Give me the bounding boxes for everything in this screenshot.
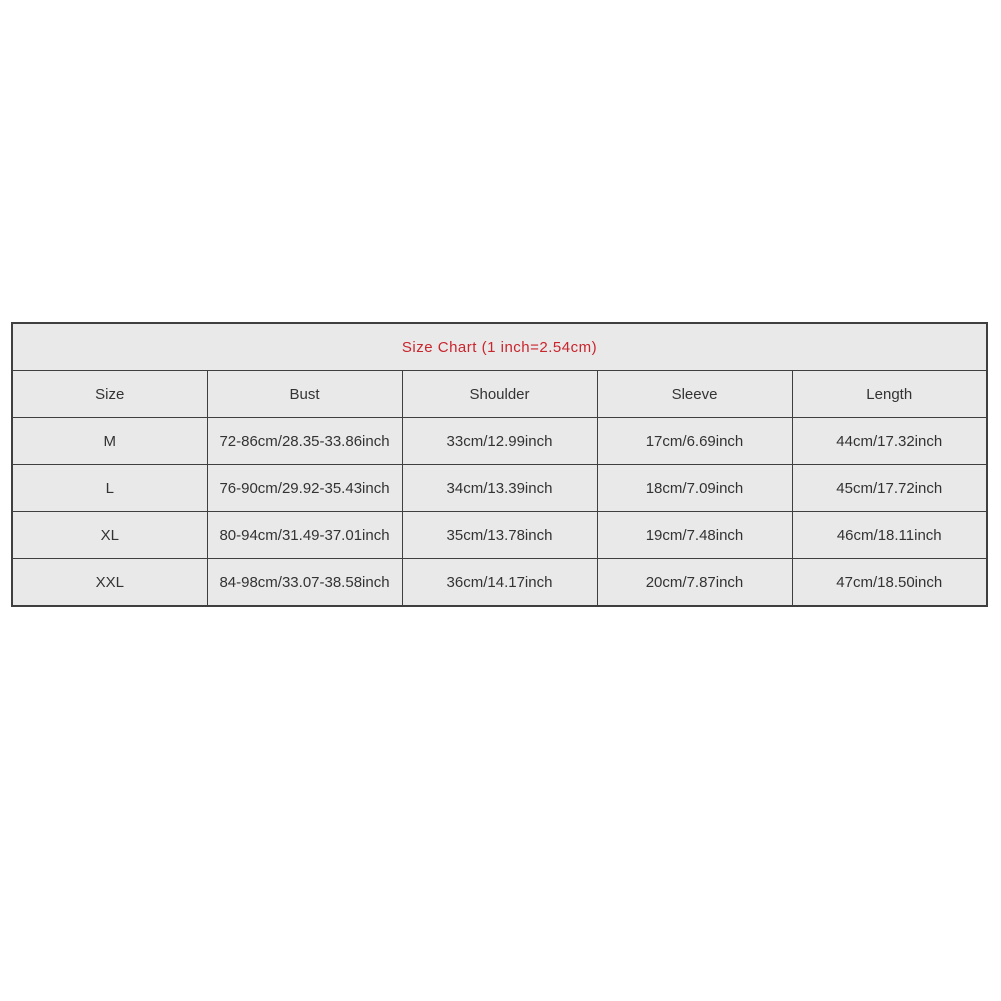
cell-shoulder-xl: 35cm/13.78inch [402, 512, 597, 559]
table-row [12, 465, 987, 512]
cell-sleeve-l: 18cm/7.09inch [597, 465, 792, 512]
cell-shoulder-l: 34cm/13.39inch [402, 465, 597, 512]
cell-length-xl: 46cm/18.11inch [792, 512, 987, 559]
cell-length-xxl: 47cm/18.50inch [792, 559, 987, 607]
col-header-size: Size [12, 371, 207, 418]
header-row [12, 371, 987, 418]
cell-bust-l: 76-90cm/29.92-35.43inch [207, 465, 402, 512]
cell-sleeve-xxl: 20cm/7.87inch [597, 559, 792, 607]
cell-shoulder-m: 33cm/12.99inch [402, 418, 597, 465]
table-row [12, 559, 987, 607]
cell-shoulder-xxl: 36cm/14.17inch [402, 559, 597, 607]
col-header-length: Length [792, 371, 987, 418]
cell-sleeve-m: 17cm/6.69inch [597, 418, 792, 465]
cell-length-l: 45cm/17.72inch [792, 465, 987, 512]
table-row [12, 512, 987, 559]
cell-bust-m: 72-86cm/28.35-33.86inch [207, 418, 402, 465]
size-chart-title: Size Chart (1 inch=2.54cm) [12, 323, 987, 371]
title-row [12, 323, 987, 371]
cell-size-m: M [12, 418, 207, 465]
cell-sleeve-xl: 19cm/7.48inch [597, 512, 792, 559]
size-chart-table [11, 322, 988, 607]
col-header-bust: Bust [207, 371, 402, 418]
table-row [12, 418, 987, 465]
col-header-sleeve: Sleeve [597, 371, 792, 418]
cell-bust-xl: 80-94cm/31.49-37.01inch [207, 512, 402, 559]
cell-size-l: L [12, 465, 207, 512]
cell-size-xl: XL [12, 512, 207, 559]
cell-length-m: 44cm/17.32inch [792, 418, 987, 465]
col-header-shoulder: Shoulder [402, 371, 597, 418]
cell-bust-xxl: 84-98cm/33.07-38.58inch [207, 559, 402, 607]
cell-size-xxl: XXL [12, 559, 207, 607]
